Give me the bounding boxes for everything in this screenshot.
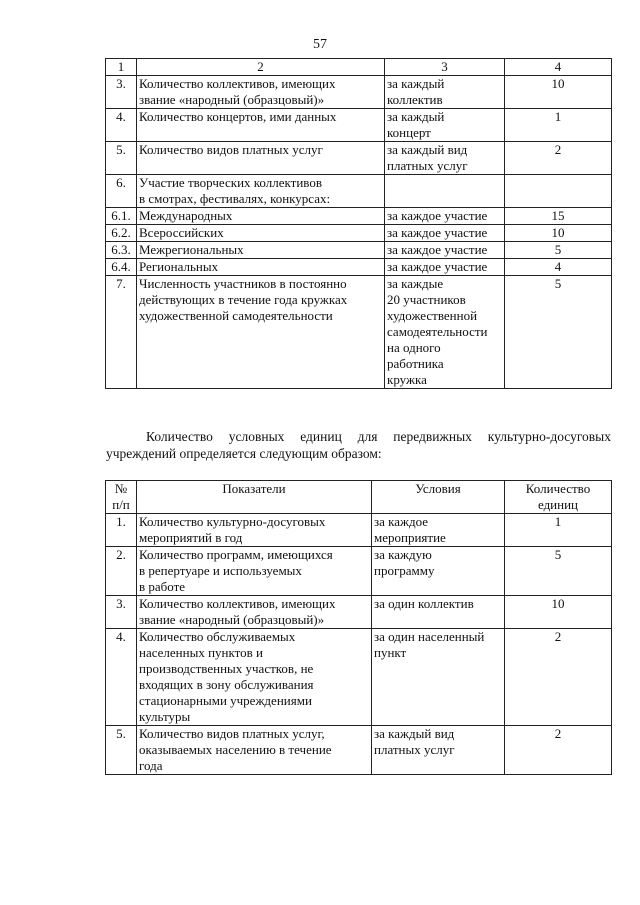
header-cell: Количество единиц <box>505 481 612 514</box>
table-1 <box>105 58 612 389</box>
indicator-cell: Количество видов платных услуг <box>137 142 385 175</box>
indicator-cell: Участие творческих коллективов в смотрах, фестивалях, конкурсах: <box>137 175 385 208</box>
indicator-cell: Количество видов платных услуг, оказываемых населению в течение года <box>137 726 372 775</box>
condition-cell: за каждый коллектив <box>385 76 505 109</box>
row-number: 2. <box>106 547 137 596</box>
header-cell: 3 <box>385 59 505 76</box>
value-cell: 10 <box>505 225 612 242</box>
page-number: 57 <box>313 37 327 52</box>
table-row <box>106 242 612 259</box>
condition-cell: за каждое участие <box>385 225 505 242</box>
header-cell: Показатели <box>137 481 372 514</box>
row-number: 6.1. <box>106 208 137 225</box>
condition-cell <box>385 175 505 208</box>
condition-cell: за каждый вид платных услуг <box>372 726 505 775</box>
table-row <box>106 629 612 726</box>
indicator-cell: Межрегиональных <box>137 242 385 259</box>
header-cell: 1 <box>106 59 137 76</box>
table-row <box>106 225 612 242</box>
condition-cell: за каждый вид платных услуг <box>385 142 505 175</box>
value-cell: 2 <box>505 142 612 175</box>
indicator-cell: Количество обслуживаемых населенных пунктов и производственных участков, не входящих в зону обслуживания стационарными учреждениями культуры <box>137 629 372 726</box>
condition-cell: за один коллектив <box>372 596 505 629</box>
header-cell: Условия <box>372 481 505 514</box>
value-cell: 5 <box>505 547 612 596</box>
table-header-row <box>106 481 612 514</box>
row-number: 5. <box>106 726 137 775</box>
table-row <box>106 276 612 389</box>
value-cell: 15 <box>505 208 612 225</box>
value-cell: 5 <box>505 242 612 259</box>
paragraph-intro: Количество условных единиц для передвижных культурно-досуговых учреждений определяется следующим образом: <box>106 429 611 461</box>
table-row <box>106 208 612 225</box>
indicator-cell: Количество коллективов, имеющих звание «народный (образцовый)» <box>137 596 372 629</box>
indicator-cell: Международных <box>137 208 385 225</box>
row-number: 3. <box>106 76 137 109</box>
indicator-cell: Региональных <box>137 259 385 276</box>
row-number: 1. <box>106 514 137 547</box>
indicator-cell: Численность участников в постоянно действующих в течение года кружках художественной самодеятельности <box>137 276 385 389</box>
value-cell: 1 <box>505 109 612 142</box>
condition-cell: за каждый концерт <box>385 109 505 142</box>
table-2 <box>105 480 612 775</box>
indicator-cell: Количество коллективов, имеющих звание «народный (образцовый)» <box>137 76 385 109</box>
value-cell: 1 <box>505 514 612 547</box>
condition-cell: за один населенный пункт <box>372 629 505 726</box>
header-cell: № п/п <box>106 481 137 514</box>
value-cell: 2 <box>505 629 612 726</box>
header-cell: 4 <box>505 59 612 76</box>
value-cell: 2 <box>505 726 612 775</box>
row-number: 3. <box>106 596 137 629</box>
table-row <box>106 596 612 629</box>
table-row <box>106 109 612 142</box>
table-row <box>106 142 612 175</box>
table-header-row <box>106 59 612 76</box>
value-cell: 5 <box>505 276 612 389</box>
value-cell: 10 <box>505 76 612 109</box>
indicator-cell: Количество программ, имеющихся в репертуаре и используемых в работе <box>137 547 372 596</box>
value-cell: 10 <box>505 596 612 629</box>
condition-cell: за каждую программу <box>372 547 505 596</box>
row-number: 6. <box>106 175 137 208</box>
table-row <box>106 259 612 276</box>
condition-cell: за каждое участие <box>385 242 505 259</box>
table-row <box>106 726 612 775</box>
condition-cell: за каждые 20 участников художественной самодеятельности на одного работника кружка <box>385 276 505 389</box>
table-row <box>106 76 612 109</box>
indicator-cell: Всероссийских <box>137 225 385 242</box>
value-cell: 4 <box>505 259 612 276</box>
table-row <box>106 547 612 596</box>
row-number: 6.2. <box>106 225 137 242</box>
condition-cell: за каждое участие <box>385 208 505 225</box>
condition-cell: за каждое участие <box>385 259 505 276</box>
table-row <box>106 175 612 208</box>
indicator-cell: Количество культурно-досуговых мероприятий в год <box>137 514 372 547</box>
row-number: 4. <box>106 109 137 142</box>
row-number: 6.4. <box>106 259 137 276</box>
table-row <box>106 514 612 547</box>
indicator-cell: Количество концертов, ими данных <box>137 109 385 142</box>
row-number: 7. <box>106 276 137 389</box>
value-cell <box>505 175 612 208</box>
row-number: 4. <box>106 629 137 726</box>
condition-cell: за каждое мероприятие <box>372 514 505 547</box>
header-cell: 2 <box>137 59 385 76</box>
row-number: 5. <box>106 142 137 175</box>
row-number: 6.3. <box>106 242 137 259</box>
